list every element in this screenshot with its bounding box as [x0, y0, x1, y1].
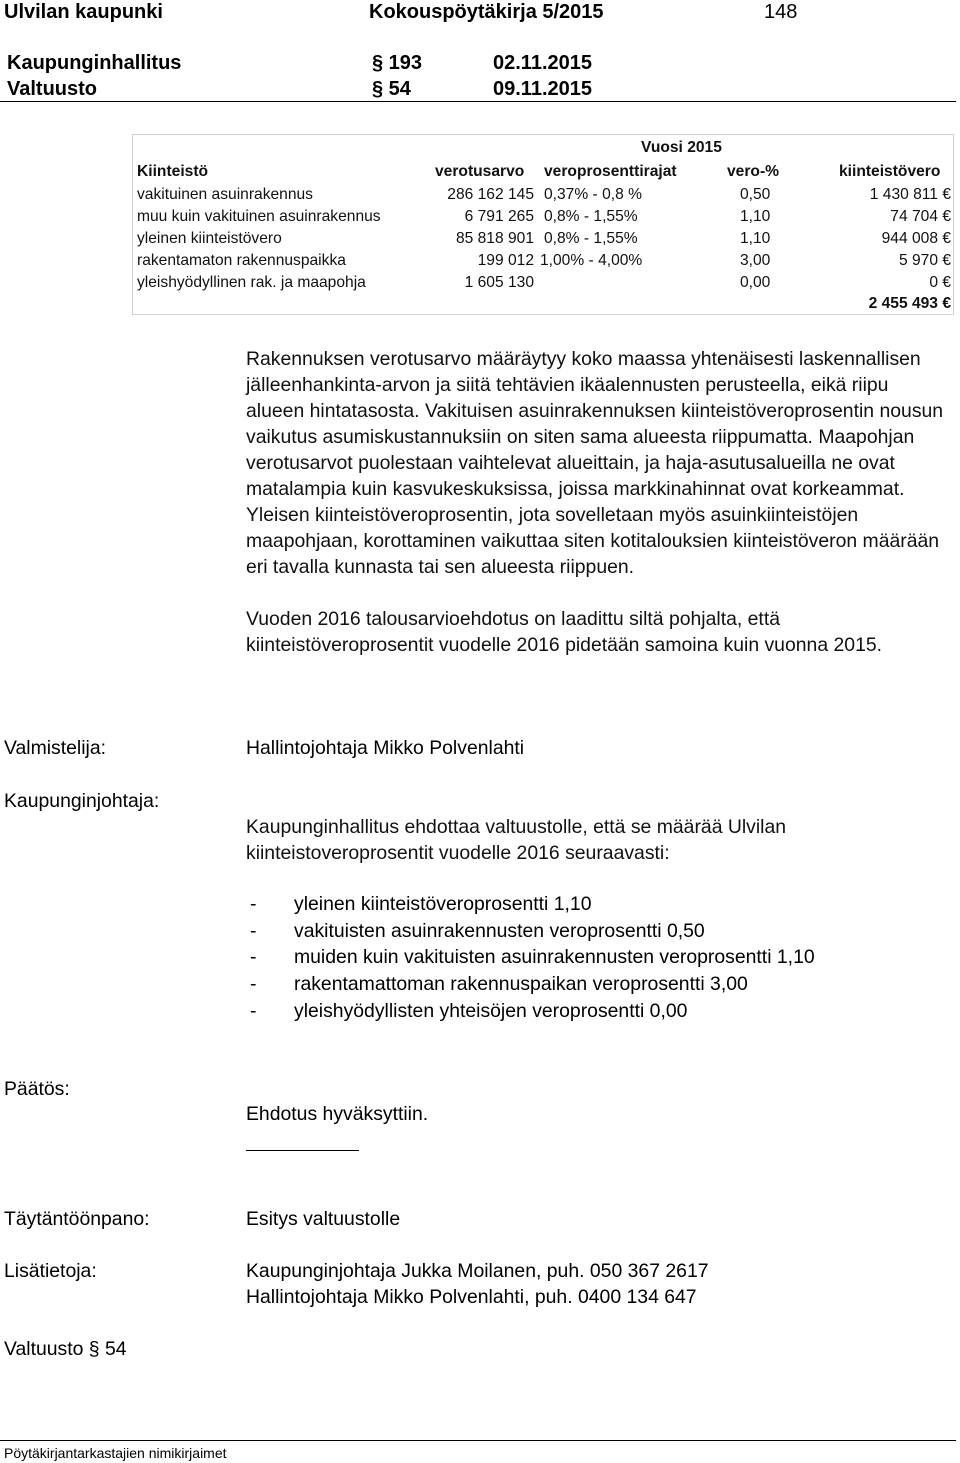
- table-cell-rate-limits: 0,37% - 0,8 %: [544, 186, 642, 203]
- list-item: [250, 998, 950, 1025]
- list-item-text: yleinen kiinteistöveroprosentti 1,10: [294, 893, 592, 915]
- execution-label: Täytäntöönpano:: [4, 1208, 150, 1230]
- list-dash: -: [250, 973, 257, 996]
- list-item-text: vakituisten asuinrakennusten veroprosentti 0,50: [294, 919, 705, 942]
- council-reference: Valtuusto § 54: [4, 1338, 127, 1360]
- table-cell-rate: 1,10: [740, 230, 771, 247]
- list-item: [250, 971, 950, 998]
- paragraph-budget: Vuoden 2016 talousarvioehdotus on laadittu siltä pohjalta, että kiinteistöveroprosentit vuodelle 2016 pidetään samoina kuin vuonna 2015.: [246, 608, 883, 656]
- organization-name: Ulvilan kaupunki: [4, 1, 163, 23]
- table-cell-property-tax: 944 008 €: [881, 230, 951, 247]
- info-line-mayor: Kaupunginjohtaja Jukka Moilanen, puh. 050 367 2617: [246, 1260, 709, 1282]
- list-dash: -: [250, 999, 257, 1022]
- execution-value: Esitys valtuustolle: [246, 1208, 401, 1230]
- table-row-label: yleishyödyllinen rak. ja maapohja: [137, 274, 366, 291]
- table-header-property: Kiinteistö: [137, 163, 209, 180]
- table-cell-property-tax: 1 430 811 €: [869, 186, 951, 203]
- table-cell-property-tax: 0 €: [929, 274, 951, 291]
- property-tax-table: [132, 134, 954, 315]
- tax-rate-list: [250, 891, 950, 1025]
- section-council: § 54: [372, 78, 411, 100]
- table-cell-rate: 0,50: [740, 186, 771, 203]
- list-dash: -: [250, 946, 257, 969]
- page-number: 148: [764, 1, 798, 23]
- footer-rule: [0, 1440, 956, 1441]
- body-name-board: Kaupunginhallitus: [7, 52, 182, 74]
- table-cell-tax-value: 85 818 901: [455, 230, 534, 247]
- table-header-tax-value: verotusarvo: [435, 163, 525, 180]
- table-header-property-tax: kiinteistövero: [839, 163, 941, 180]
- table-cell-tax-value: 199 012: [477, 252, 534, 269]
- header-rule: [0, 101, 956, 102]
- table-row-label: vakituinen asuinrakennus: [137, 186, 313, 203]
- decision-label: Päätös:: [4, 1078, 70, 1100]
- table-year-heading: Vuosi 2015: [641, 139, 722, 156]
- list-dash: -: [250, 893, 257, 915]
- table-row-label: yleinen kiinteistövero: [137, 230, 282, 247]
- table-cell-rate-limits: 0,8% - 1,55%: [544, 230, 638, 247]
- list-item-text: muiden kuin vakituisten asuinrakennusten veroprosentti 1,10: [294, 946, 815, 969]
- table-cell-rate: 1,10: [740, 208, 771, 225]
- decision-value: Ehdotus hyväksyttiin.: [246, 1103, 429, 1125]
- date-board: 02.11.2015: [493, 52, 592, 74]
- table-total: 2 455 493 €: [868, 295, 951, 312]
- preparer-value: Hallintojohtaja Mikko Polvenlahti: [246, 737, 525, 759]
- list-item: [250, 944, 950, 971]
- mayor-label: Kaupunginjohtaja:: [4, 790, 160, 812]
- preparer-label: Valmistelija:: [4, 737, 107, 759]
- table-cell-property-tax: 5 970 €: [898, 252, 951, 269]
- table-cell-tax-value: 6 791 265: [464, 208, 534, 225]
- mayor-proposal: Kaupunginhallitus ehdottaa valtuustolle, että se määrää Ulvilan kiinteistoveroprosentit vuodelle 2016 seuraavasti:: [246, 816, 787, 864]
- table-cell-property-tax: 74 704 €: [890, 208, 951, 225]
- table-cell-tax-value: 286 162 145: [447, 186, 534, 203]
- table-header-rate-limits: veroprosenttirajat: [544, 163, 677, 180]
- table-cell-tax-value: 1 605 130: [464, 274, 534, 291]
- table-cell-rate-limits: 0,8% - 1,55%: [544, 208, 638, 225]
- explanation-text: [246, 346, 952, 658]
- table-row-label: muu kuin vakituinen asuinrakennus: [137, 208, 381, 225]
- list-dash: -: [250, 919, 257, 942]
- table-cell-rate-limits: 1,00% - 4,00%: [540, 252, 643, 269]
- list-item: [250, 918, 950, 945]
- footer-initials-label: Pöytäkirjantarkastajien nimikirjaimet: [4, 1445, 227, 1461]
- info-line-admin: Hallintojohtaja Mikko Polvenlahti, puh. 0400 134 647: [246, 1286, 697, 1308]
- document-title: Kokouspöytäkirja 5/2015: [369, 1, 604, 23]
- body-name-council: Valtuusto: [7, 78, 98, 100]
- decision-underline: [246, 1150, 359, 1151]
- table-cell-rate: 3,00: [740, 252, 771, 269]
- paragraph-tax-value: Rakennuksen verotusarvo määräytyy koko maassa yhtenäisesti laskennallisen jälleenhankinta-arvon ja siitä tehtävien ikäalennusten perusteella, eikä riipu alueen hintatasosta. Vakituisen asuinrakennuksen kiinteistöveroprosentin nousun vaikutus asumiskustannuksiin on siten sama alueesta riippumatta. Maapohjan verotusarvot puolestaan vaihtelevat alueittain, ja haja-asutusalueilla ne ovat matalampia kuin kasvukeskuksissa, joissa markkinahinnat ovat korkeammat. Yleisen kiinteistöveroprosentin, jota sovelletaan myös asuinkiinteistöjen maapohjaan, korottaminen vaikuttaa siten kotitalouksien kiinteistöveron määrään eri tavalla kunnasta tai sen alueesta riippuen.: [246, 348, 944, 578]
- info-label: Lisätietoja:: [4, 1260, 97, 1282]
- table-row-label: rakentamaton rakennuspaikka: [137, 252, 346, 269]
- date-council: 09.11.2015: [493, 78, 592, 100]
- section-board: § 193: [372, 52, 423, 74]
- table-cell-rate: 0,00: [740, 274, 771, 291]
- list-item-text: rakentamattoman rakennuspaikan veroprosentti 3,00: [294, 973, 748, 996]
- list-item: [250, 891, 950, 918]
- list-item-text: yleishyödyllisten yhteisöjen veroprosentti 0,00: [294, 999, 688, 1022]
- table-header-rate: vero-%: [727, 163, 779, 180]
